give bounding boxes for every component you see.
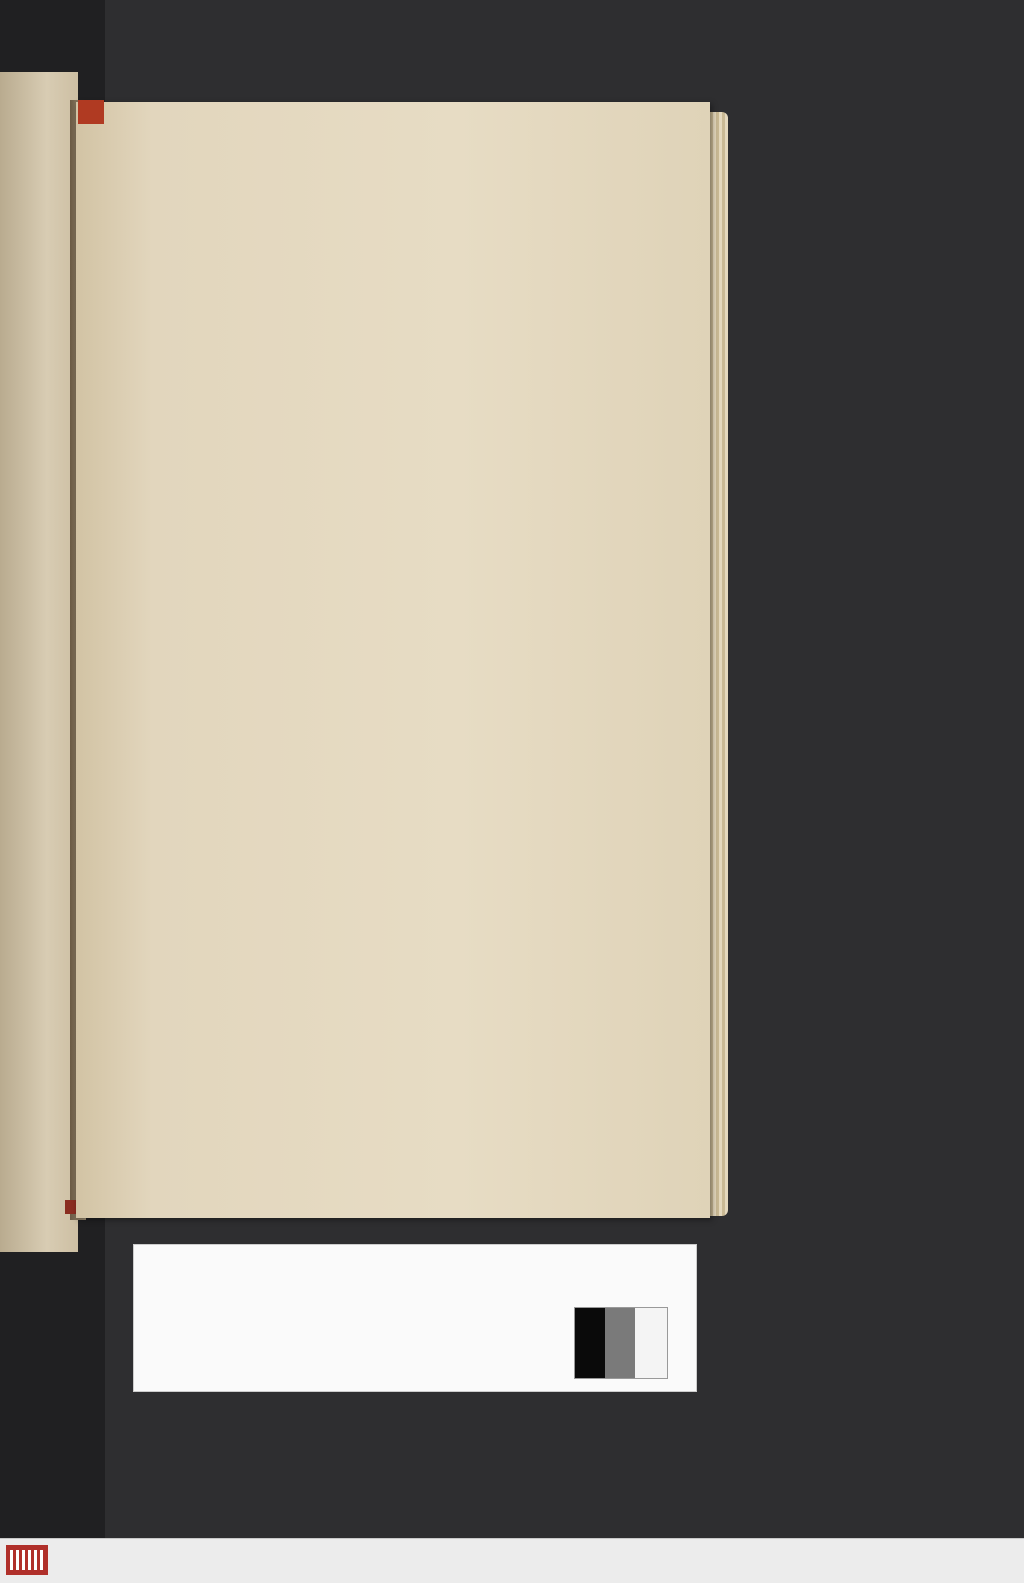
book-page: [76, 102, 710, 1218]
color-card: [133, 1244, 697, 1392]
ruler: [152, 1307, 442, 1349]
ribbon-marker: [78, 100, 104, 124]
swatch-white: [635, 1308, 667, 1378]
hab-logo-icon: [6, 1545, 48, 1575]
swatch-gray: [605, 1308, 635, 1378]
swatch-black: [575, 1308, 605, 1378]
footer-bar: [0, 1538, 1024, 1583]
left-page: [0, 72, 78, 1252]
gray-swatches: [574, 1307, 668, 1379]
